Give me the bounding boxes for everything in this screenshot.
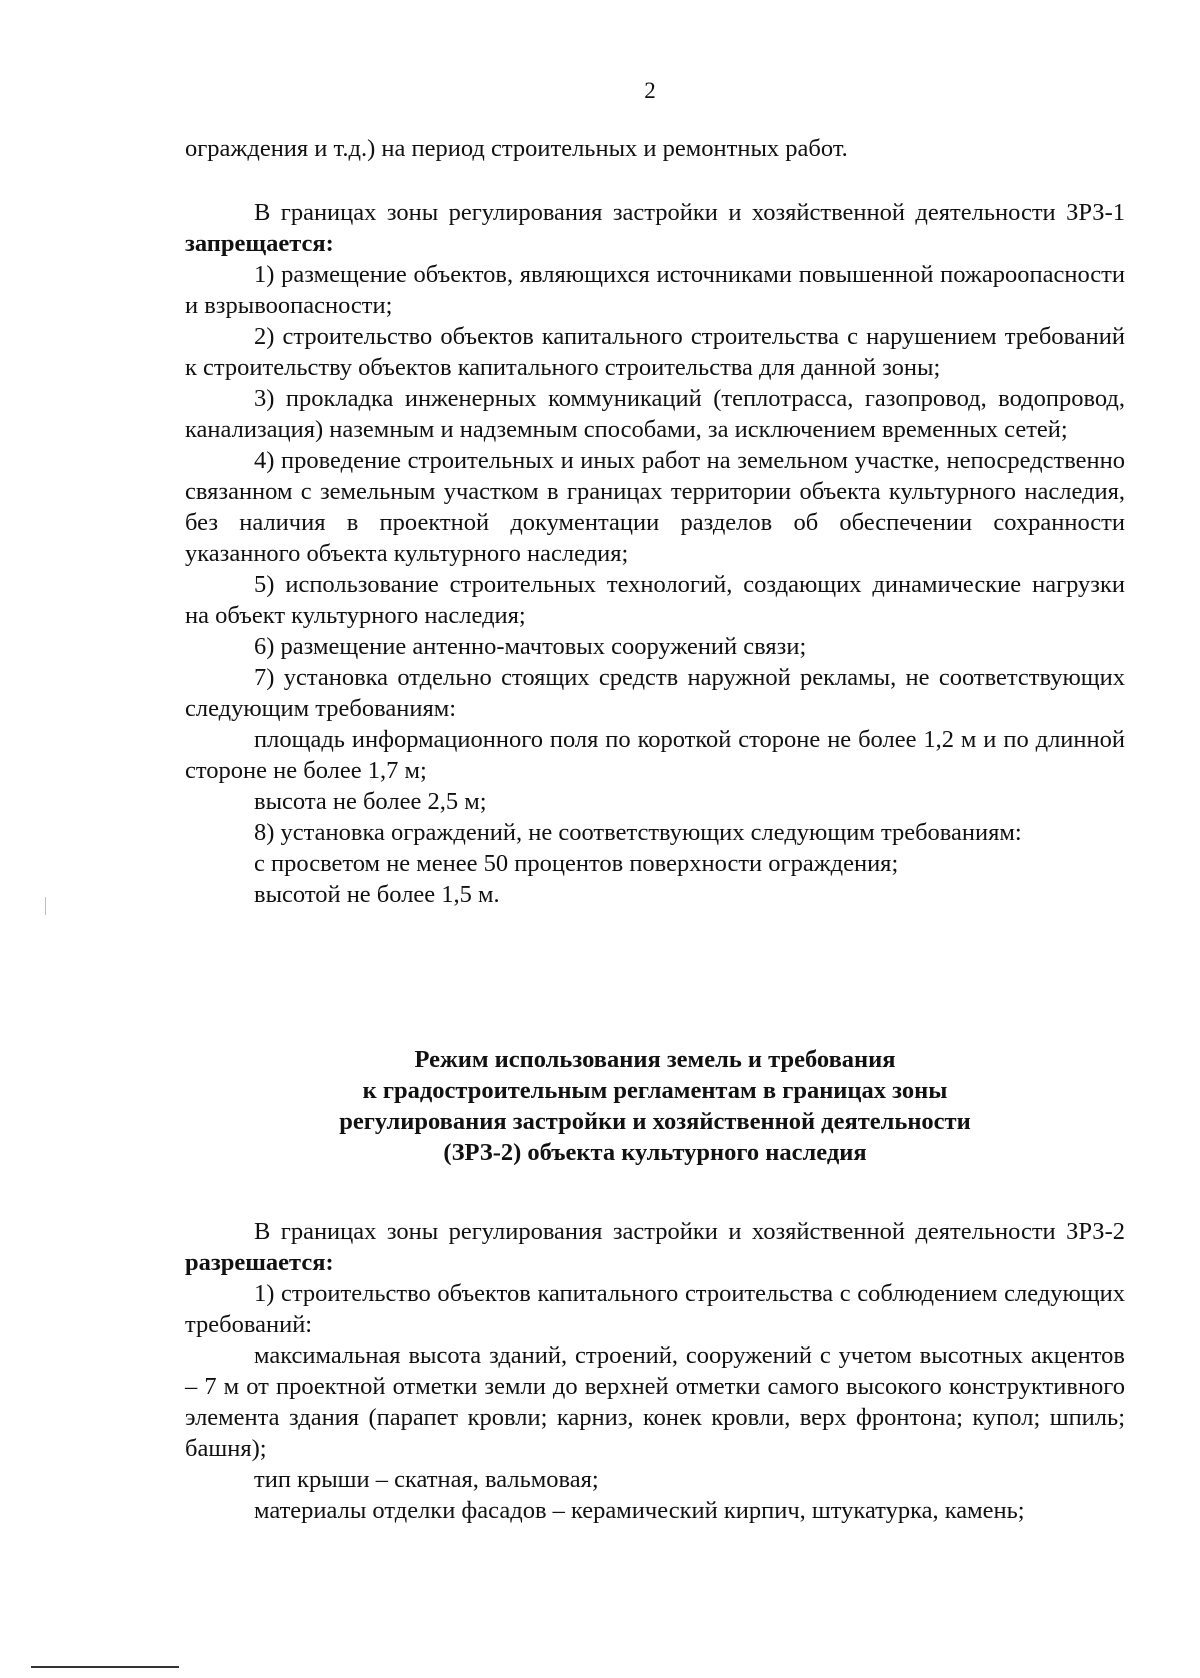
zrz1-item-2: 2) строительство объектов капитального строительства с нарушением требований к строительству объектов капитального строительства для данной зоны;: [185, 323, 1125, 381]
continuation-block: [185, 133, 1125, 164]
zrz1-item-7-req-area: площадь информационного поля по короткой стороне не более 1,2 м и по длинной стороне не более 1,7 м;: [185, 726, 1125, 784]
heading-line-4: (ЗРЗ-2) объекта культурного наследия: [443, 1139, 867, 1166]
footer-rule: [31, 1666, 179, 1668]
zrz1-item-4: 4) проведение строительных и иных работ на земельном участке, непосредственно связанном с земельным участком в границах территории объекта культурного наследия, без наличия в проектной документации разделов об обеспечении сохранности указанного объекта культурного наследия;: [185, 447, 1125, 567]
zrz1-item-6: 6) размещение антенно-мачтовых сооружений связи;: [254, 633, 807, 660]
zrz1-intro-text: В границах зоны регулирования застройки и хозяйственной деятельности ЗРЗ-1: [254, 199, 1125, 226]
zrz2-item-1-req-height: максимальная высота зданий, строений, сооружений с учетом высотных акцентов – 7 м от проектной отметки земли до верхней отметки самого высокого конструктивного элемента здания (парапет кровли; карниз, конек кровли, верх фронтона; купол; шпиль; башня);: [185, 1342, 1125, 1462]
zrz1-item-8-req-height: высотой не более 1,5 м.: [254, 881, 500, 908]
zrz1-item-8-req-clearance: с просветом не менее 50 процентов поверхности ограждения;: [254, 850, 899, 877]
heading-line-1: Режим использования земель и требования: [414, 1046, 896, 1073]
heading-line-3: регулирования застройки и хозяйственной деятельности: [339, 1108, 971, 1135]
zrz1-item-7-req-height: высота не более 2,5 м;: [254, 788, 487, 815]
zrz2-item-1: 1) строительство объектов капитального строительства с соблюдением следующих требований:: [185, 1280, 1125, 1338]
zrz1-item-5: 5) использование строительных технологий, создающих динамические нагрузки на объект культурного наследия;: [185, 571, 1125, 629]
page-number: 2: [644, 78, 656, 103]
heading-line-2: к градостроительным регламентам в границах зоны: [362, 1077, 948, 1104]
zrz2-intro-bold: разрешается:: [185, 1249, 334, 1276]
zrz1-item-8: 8) установка ограждений, не соответствующих следующим требованиям:: [254, 819, 1022, 846]
zrz2-intro-text: В границах зоны регулирования застройки и хозяйственной деятельности ЗРЗ-2: [254, 1218, 1125, 1245]
zrz2-intro-paragraph: [185, 1216, 1125, 1278]
section-heading: [185, 1044, 1125, 1168]
zrz2-section: [185, 1216, 1125, 1526]
zrz1-item-7: 7) установка отдельно стоящих средств наружной рекламы, не соответствующих следующим требованиям:: [185, 664, 1125, 722]
zrz1-item-3: 3) прокладка инженерных коммуникаций (теплотрасса, газопровод, водопровод, канализация) наземным и надземным способами, за исключением временных сетей;: [185, 385, 1125, 443]
zrz1-item-1: 1) размещение объектов, являющихся источниками повышенной пожароопасности и взрывоопасности;: [185, 261, 1125, 319]
zrz1-section: [185, 197, 1125, 910]
zrz1-intro-bold: запрещается:: [185, 230, 334, 257]
scan-margin-mark: [45, 897, 46, 915]
zrz1-intro-paragraph: [185, 197, 1125, 259]
continuation-paragraph: ограждения и т.д.) на период строительных и ремонтных работ.: [185, 135, 848, 162]
zrz2-item-1-req-roof: тип крыши – скатная, вальмовая;: [254, 1466, 599, 1493]
zrz2-item-1-req-facade: материалы отделки фасадов – керамический кирпич, штукатурка, камень;: [254, 1497, 1025, 1524]
